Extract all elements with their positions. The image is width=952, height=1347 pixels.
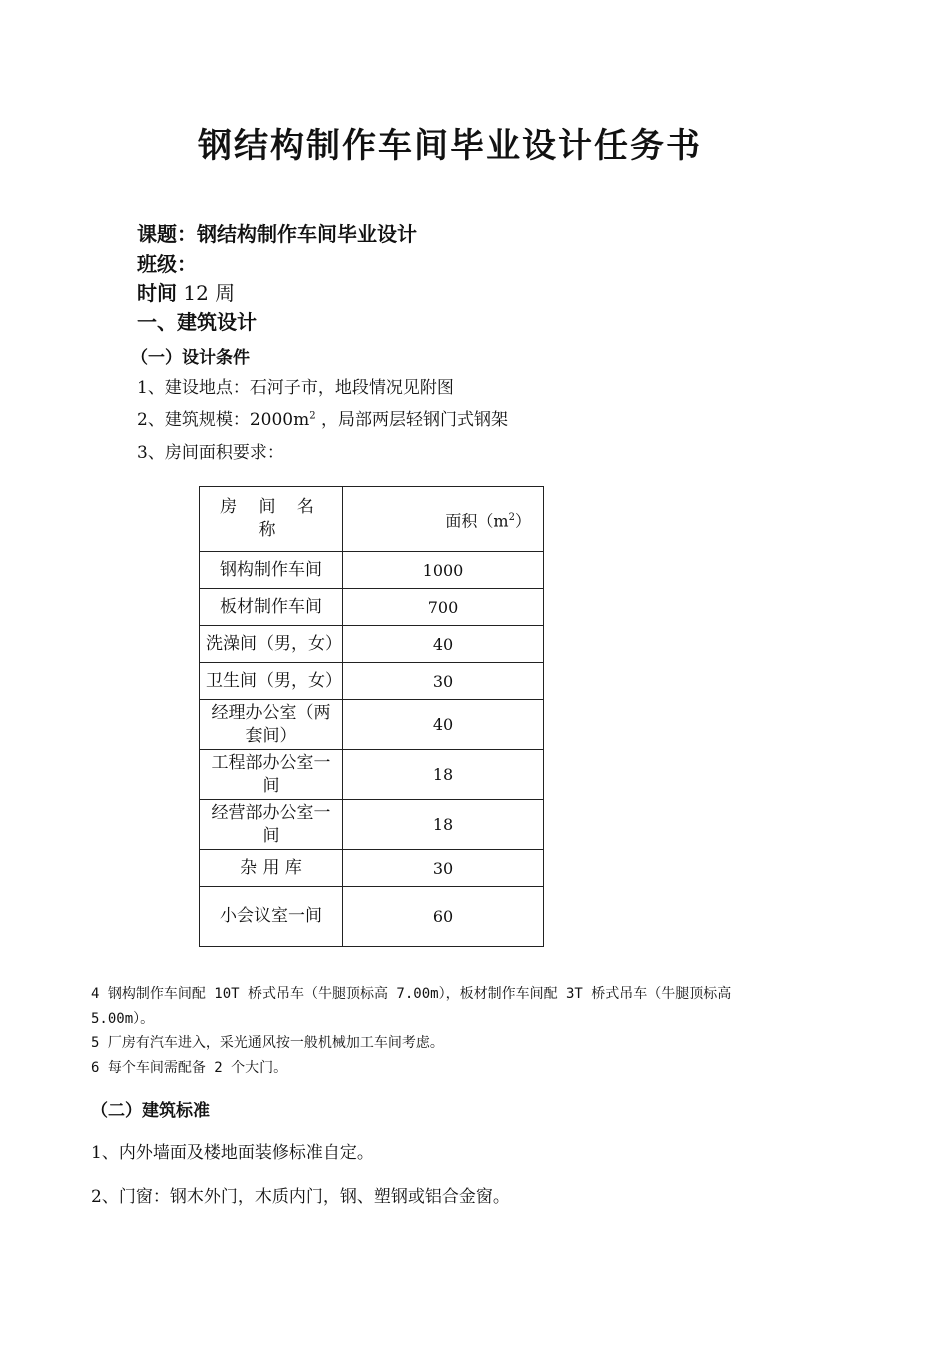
table-row (200, 700, 544, 750)
table-row (200, 663, 544, 700)
room-name: 卫生间（男，女） (200, 663, 343, 700)
header-area: 面积$(m^2)$ (343, 487, 544, 552)
condition-scale-text: 2、建筑规模：2000m (137, 410, 310, 430)
room-area: 1000 (343, 552, 544, 589)
note-crane-line2: 5.00m）。 (91, 1011, 155, 1027)
room-name: 经营部办公室一间 (200, 800, 343, 850)
time-value: 12 周 (183, 281, 236, 305)
room-area: 30 (343, 663, 544, 700)
class-label: 班级： (137, 252, 197, 276)
section-architectural-design: 一、建筑设计 (137, 310, 257, 334)
topic-label: 课题： (137, 222, 197, 246)
document-title: 钢结构制作车间毕业设计任务书 (198, 126, 702, 166)
room-area: 700 (343, 589, 544, 626)
room-area: 60 (343, 887, 544, 947)
room-area: 40 (343, 700, 544, 750)
room-name: 小会议室一间 (200, 887, 343, 947)
room-name: 杂 用 库 (200, 850, 343, 887)
table-row (200, 800, 544, 850)
header-room-name: 房 间 名 称 (200, 487, 343, 552)
condition-location: 1、建设地点：石河子市，地段情况见附图 (137, 378, 454, 398)
room-name: 钢构制作车间 (200, 552, 343, 589)
table-header-row (200, 487, 544, 552)
room-area: 18 (343, 750, 544, 800)
time-label: 时间 (137, 281, 177, 305)
table-row (200, 589, 544, 626)
standard-finishes: 1、内外墙面及楼地面装修标准自定。 (91, 1143, 374, 1163)
room-area: 30 (343, 850, 544, 887)
room-area: 40 (343, 626, 544, 663)
condition-scale-note: ，局部两层轻钢门式钢架 (320, 410, 508, 430)
note-gates: 6 每个车间需配备 2 个大门。 (91, 1060, 288, 1076)
topic-line (137, 218, 417, 247)
room-name: 板材制作车间 (200, 589, 343, 626)
room-area-table (199, 486, 544, 947)
table-row (200, 552, 544, 589)
room-name: 工程部办公室一间 (200, 750, 343, 800)
subsection-design-conditions: （一）设计条件 (131, 348, 250, 368)
table-row (200, 887, 544, 947)
note-vehicle-access: 5 厂房有汽车进入，采光通风按一般机械加工车间考虑。 (91, 1035, 444, 1051)
subsection-building-standards: （二）建筑标准 (91, 1101, 210, 1121)
topic-value: 钢结构制作车间毕业设计 (197, 222, 417, 246)
superscript: 2 (309, 410, 316, 422)
note-crane-line1: 4 钢构制作车间配 10T 桥式吊车（牛腿顶标高 7.00m），板材制作车间配 3T 桥式吊车（牛腿顶标高 (91, 986, 732, 1002)
room-area: 18 (343, 800, 544, 850)
time-line (137, 277, 235, 306)
table-row (200, 750, 544, 800)
condition-room-areas: 3、房间面积要求： (137, 443, 284, 463)
room-name: 洗澡间（男，女） (200, 626, 343, 663)
room-name: 经理办公室（两套间） (200, 700, 343, 750)
condition-scale (137, 405, 508, 430)
table-row (200, 626, 544, 663)
table-row (200, 850, 544, 887)
standard-doors-windows: 2、门窗：钢木外门，木质内门，钢、塑钢或铝合金窗。 (91, 1187, 510, 1207)
class-line (137, 248, 197, 277)
